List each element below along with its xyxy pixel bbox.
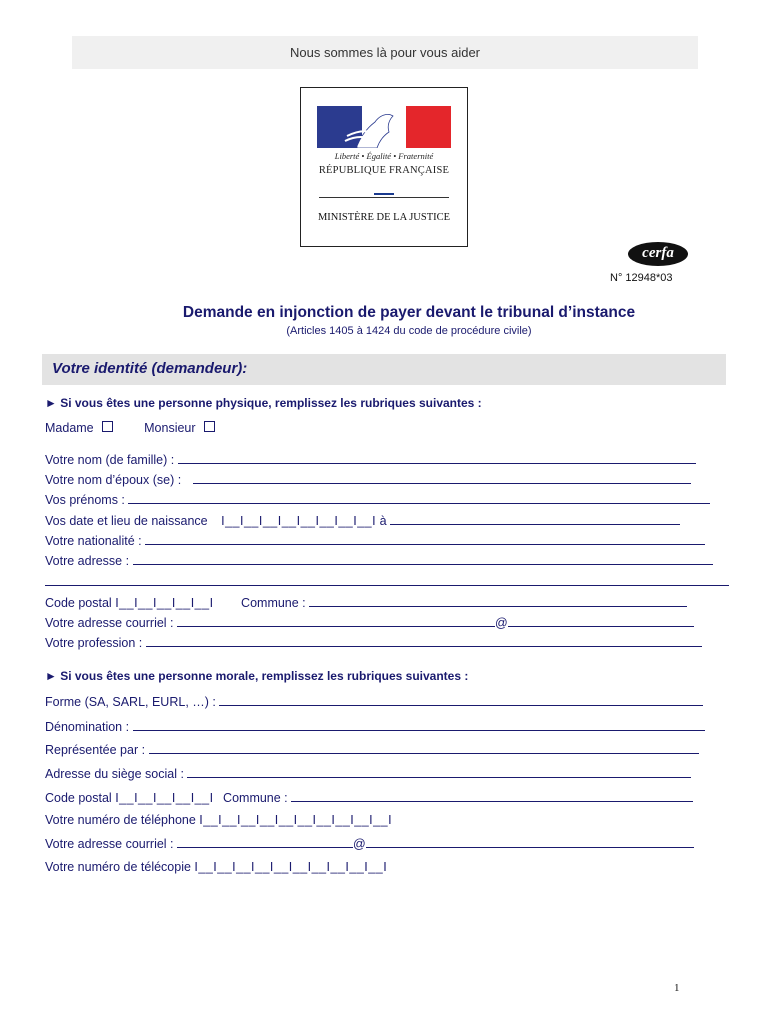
page-number: 1 xyxy=(674,982,680,994)
form-title: Demande en injonction de payer devant le tribunal d’instance xyxy=(182,304,636,321)
madame-checkbox[interactable] xyxy=(102,421,113,432)
siege-row xyxy=(45,766,691,781)
profession-row xyxy=(45,635,702,650)
telecopie-row xyxy=(45,860,387,874)
nationalite-label: Votre nationalité : xyxy=(45,534,142,548)
section-title: Votre identité (demandeur): xyxy=(52,360,248,377)
logo-divider xyxy=(319,197,449,198)
adresse-field-2[interactable] xyxy=(45,574,729,586)
profession-field[interactable] xyxy=(146,635,702,647)
denomination-field[interactable] xyxy=(133,719,705,731)
morale-code-postal-field[interactable]: I__I__I__I__I__I xyxy=(115,791,214,805)
forme-row xyxy=(45,694,703,709)
courriel-at: @ xyxy=(495,616,508,630)
code-postal-label: Code postal xyxy=(45,596,112,610)
adresse-row-2 xyxy=(45,574,729,589)
nom-label: Votre nom (de famille) : xyxy=(45,453,175,467)
commune-field[interactable] xyxy=(309,595,687,607)
republic-name: RÉPUBLIQUE FRANÇAISE xyxy=(318,165,450,176)
forme-label: Forme (SA, SARL, EURL, …) : xyxy=(45,695,216,709)
section-header xyxy=(42,354,726,385)
cerfa-number: N° 12948*03 xyxy=(610,272,673,284)
morale-code-postal-label: Code postal xyxy=(45,791,112,805)
morale-heading: ► Si vous êtes une personne morale, remplissez les rubriques suivantes : xyxy=(45,669,469,683)
siege-label: Adresse du siège social : xyxy=(45,767,184,781)
nom-row xyxy=(45,452,696,467)
naissance-row xyxy=(45,513,680,528)
denomination-row xyxy=(45,719,705,734)
logo-divider-accent xyxy=(374,193,394,195)
prenoms-field[interactable] xyxy=(128,492,710,504)
siege-field[interactable] xyxy=(187,766,691,778)
nom-field[interactable] xyxy=(178,452,696,464)
naissance-date-field[interactable]: I__I__I__I__I__I__I__I__I xyxy=(221,514,377,528)
morale-code-postal-row xyxy=(45,790,693,805)
republic-motto: Liberté • Égalité • Fraternité xyxy=(334,151,434,161)
epoux-label: Votre nom d’époux (se) : xyxy=(45,473,182,487)
courriel-label: Votre adresse courriel : xyxy=(45,616,174,630)
forme-field[interactable] xyxy=(219,694,703,706)
prenoms-row xyxy=(45,492,710,507)
telecopie-field[interactable]: I__I__I__I__I__I__I__I__I__I__I xyxy=(194,860,388,874)
monsieur-checkbox[interactable] xyxy=(204,421,215,432)
morale-commune-label: Commune : xyxy=(223,791,288,805)
courriel-user-field[interactable] xyxy=(177,615,495,627)
ministry-logo xyxy=(300,87,468,247)
ministry-name: MINISTÈRE DE LA JUSTICE xyxy=(317,212,451,223)
representee-row xyxy=(45,742,699,757)
telephone-label: Votre numéro de téléphone xyxy=(45,813,196,827)
prenoms-label: Vos prénoms : xyxy=(45,493,125,507)
nationalite-row xyxy=(45,533,705,548)
denomination-label: Dénomination : xyxy=(45,720,130,734)
morale-courriel-user-field[interactable] xyxy=(177,836,353,848)
epoux-field[interactable] xyxy=(193,472,691,484)
code-postal-row xyxy=(45,595,687,610)
representee-label: Représentée par : xyxy=(45,743,146,757)
naissance-lieu-field[interactable] xyxy=(390,513,680,525)
telecopie-label: Votre numéro de télécopie xyxy=(45,860,191,874)
telephone-field[interactable]: I__I__I__I__I__I__I__I__I__I__I xyxy=(199,813,393,827)
adresse-row xyxy=(45,553,713,568)
morale-courriel-domain-field[interactable] xyxy=(366,836,694,848)
adresse-label: Votre adresse : xyxy=(45,554,130,568)
morale-courriel-at: @ xyxy=(353,837,366,851)
morale-commune-field[interactable] xyxy=(291,790,693,802)
madame-label: Madame xyxy=(45,421,94,435)
naissance-label: Vos date et lieu de naissance xyxy=(45,514,208,528)
code-postal-field[interactable]: I__I__I__I__I__I xyxy=(115,596,214,610)
courriel-row xyxy=(45,615,694,630)
morale-courriel-label: Votre adresse courriel : xyxy=(45,837,174,851)
help-banner: Nous sommes là pour vous aider xyxy=(72,36,698,69)
adresse-field[interactable] xyxy=(133,553,713,565)
courriel-domain-field[interactable] xyxy=(508,615,694,627)
representee-field[interactable] xyxy=(149,742,699,754)
nationalite-field[interactable] xyxy=(145,533,705,545)
naissance-a-label: à xyxy=(379,514,387,528)
morale-courriel-row xyxy=(45,836,694,851)
monsieur-label: Monsieur xyxy=(144,421,196,435)
physique-heading: ► Si vous êtes une personne physique, remplissez les rubriques suivantes : xyxy=(45,396,482,410)
form-subtitle: (Articles 1405 à 1424 du code de procédure civile) xyxy=(286,325,532,337)
epoux-row xyxy=(45,472,691,487)
marianne-flag-icon xyxy=(317,106,451,148)
cerfa-logo: cerfa xyxy=(628,242,688,266)
commune-label: Commune : xyxy=(241,596,306,610)
civility-row xyxy=(45,421,215,435)
telephone-row xyxy=(45,813,392,827)
profession-label: Votre profession : xyxy=(45,636,143,650)
